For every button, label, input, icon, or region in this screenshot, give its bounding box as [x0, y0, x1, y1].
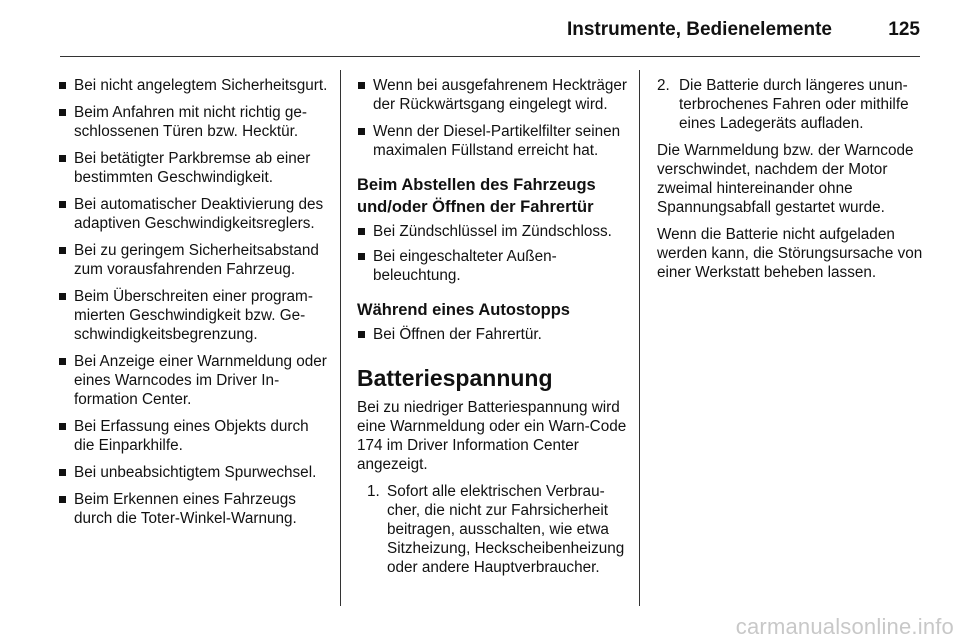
paragraph: Wenn die Batterie nicht aufgeladen werden kann, die Störungsursache von einer Werkstatt beheben lassen.: [657, 226, 923, 281]
step-number: 1.: [367, 483, 380, 500]
list-item: Bei zu geringem Sicherheitsabstand zum vorausfahrenden Fahrzeug.: [58, 241, 328, 279]
list-item: Bei betätigter Parkbremse ab einer bestimmten Geschwindigkeit.: [58, 149, 328, 187]
section-title: Batteriespannung: [357, 365, 553, 391]
subheading-autostop: Während eines Autostopps: [357, 301, 570, 319]
page-header: [60, 0, 920, 58]
watermark: carmanualsonline.info: [735, 614, 954, 639]
step-text: Die Batterie durch längeres ununterbrochenes Fahren oder mithilfe eines Ladegeräts aufladen.: [679, 77, 909, 132]
list-item: Beim Anfahren mit nicht richtig geschlossenen Türen bzw. Hecktür.: [58, 103, 328, 141]
list-item: Wenn der Diesel-Partikelfilter seinen maximalen Füllstand erreicht hat.: [357, 122, 627, 160]
list-item: Bei Erfassung eines Objekts durch die Einparkhilfe.: [58, 417, 328, 455]
column-3: [657, 76, 927, 290]
page-title: Instrumente, Bedienelemente: [566, 19, 832, 40]
list-item: Bei unbeabsichtigtem Spurwechsel.: [58, 463, 328, 482]
list-item: Beim Erkennen eines Fahrzeugs durch die Toter-Winkel-Warnung.: [58, 490, 328, 528]
step-text: Sofort alle elektrischen Verbraucher, die nicht zur Fahrsicherheit beitragen, ausschalten, wie etwa Sitzheizung, Heckscheibenheizung oder andere Hauptverbraucher.: [387, 483, 625, 576]
column-1: [58, 76, 328, 536]
subheading-parking: Beim Abstellen des Fahrzeugs und/oder Öffnen der Fahrertür: [357, 176, 596, 216]
column-divider-2: [639, 70, 640, 606]
column-divider-1: [340, 70, 341, 606]
list-item: Bei automatischer Deaktivierung des adaptiven Geschwindigkeitsreglers.: [58, 195, 328, 233]
numbered-step: [357, 482, 627, 577]
list-item: Bei Zündschlüssel im Zündschloss.: [357, 222, 627, 241]
intro-paragraph: Bei zu niedriger Batteriespannung wird eine Warnmeldung oder ein Warn-Code 174 im Driver Information Center angezeigt.: [357, 399, 627, 473]
list-item: Beim Überschreiten einer programmierten Geschwindigkeit bzw. Geschwindigkeitsbegrenzung.: [58, 287, 328, 344]
column-2: [357, 76, 627, 585]
header-divider: [60, 56, 920, 57]
list-item: Bei nicht angelegtem Sicherheitsgurt.: [58, 76, 328, 95]
numbered-step: [657, 76, 927, 133]
page-number: 125: [888, 19, 920, 40]
paragraph: Die Warnmeldung bzw. der Warncode verschwindet, nachdem der Motor zweimal hintereinander ohne Spannungsabfall gestartet wurde.: [657, 142, 914, 216]
list-item: Bei eingeschalteter Außenbeleuchtung.: [357, 247, 627, 285]
list-item: Wenn bei ausgefahrenem Heckträger der Rückwärtsgang eingelegt wird.: [357, 76, 627, 114]
step-number: 2.: [657, 77, 670, 94]
list-item: Bei Anzeige einer Warnmeldung oder eines Warncodes im Driver Information Center.: [58, 352, 328, 409]
list-item: Bei Öffnen der Fahrertür.: [357, 325, 627, 344]
